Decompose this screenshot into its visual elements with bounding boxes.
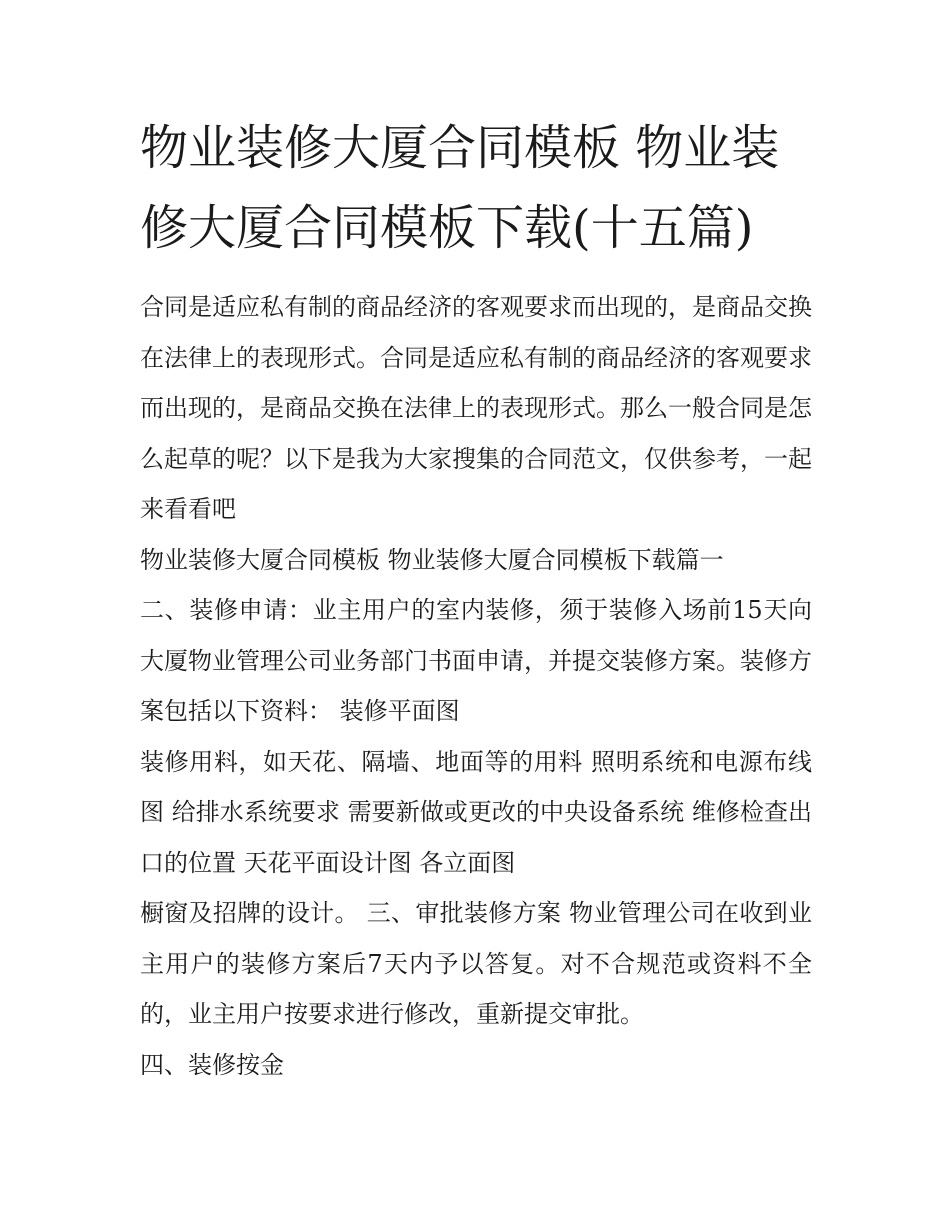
paragraph-approval: 橱窗及招牌的设计。 三、审批装修方案 物业管理公司在收到业主用户的装修方案后7天内予以答复。对不合规范或资料不全的，业主用户按要求进行修改，重新提交审批。	[140, 899, 812, 1028]
document-body	[140, 108, 812, 1090]
document-title: 物业装修大厦合同模板 物业装修大厦合同模板下载(十五篇)	[140, 120, 780, 256]
paragraph-materials-list: 装修用料，如天花、隔墙、地面等的用料 照明系统和电源布线图 给排水系统要求 需要新做或更改的中央设备系统 维修检查出口的位置 天花平面设计图 各立面图	[140, 747, 812, 877]
paragraph-intro: 合同是适应私有制的商品经济的客观要求而出现的，是商品交换在法律上的表现形式。合同是适应私有制的商品经济的客观要求而出现的，是商品交换在法律上的表现形式。那么一般合同是怎么起草的呢？以下是我为大家搜集的合同范文，仅供参考，一起来看看吧	[140, 293, 812, 523]
paragraph-section-heading: 物业装修大厦合同模板 物业装修大厦合同模板下载篇一	[140, 545, 724, 574]
paragraph-deposit-heading: 四、装修按金	[140, 1050, 284, 1079]
paragraph-renovation-application: 二、装修申请：业主用户的室内装修，须于装修入场前15天向大厦物业管理公司业务部门书面申请，并提交装修方案。装修方案包括以下资料： 装修平面图	[140, 596, 812, 725]
